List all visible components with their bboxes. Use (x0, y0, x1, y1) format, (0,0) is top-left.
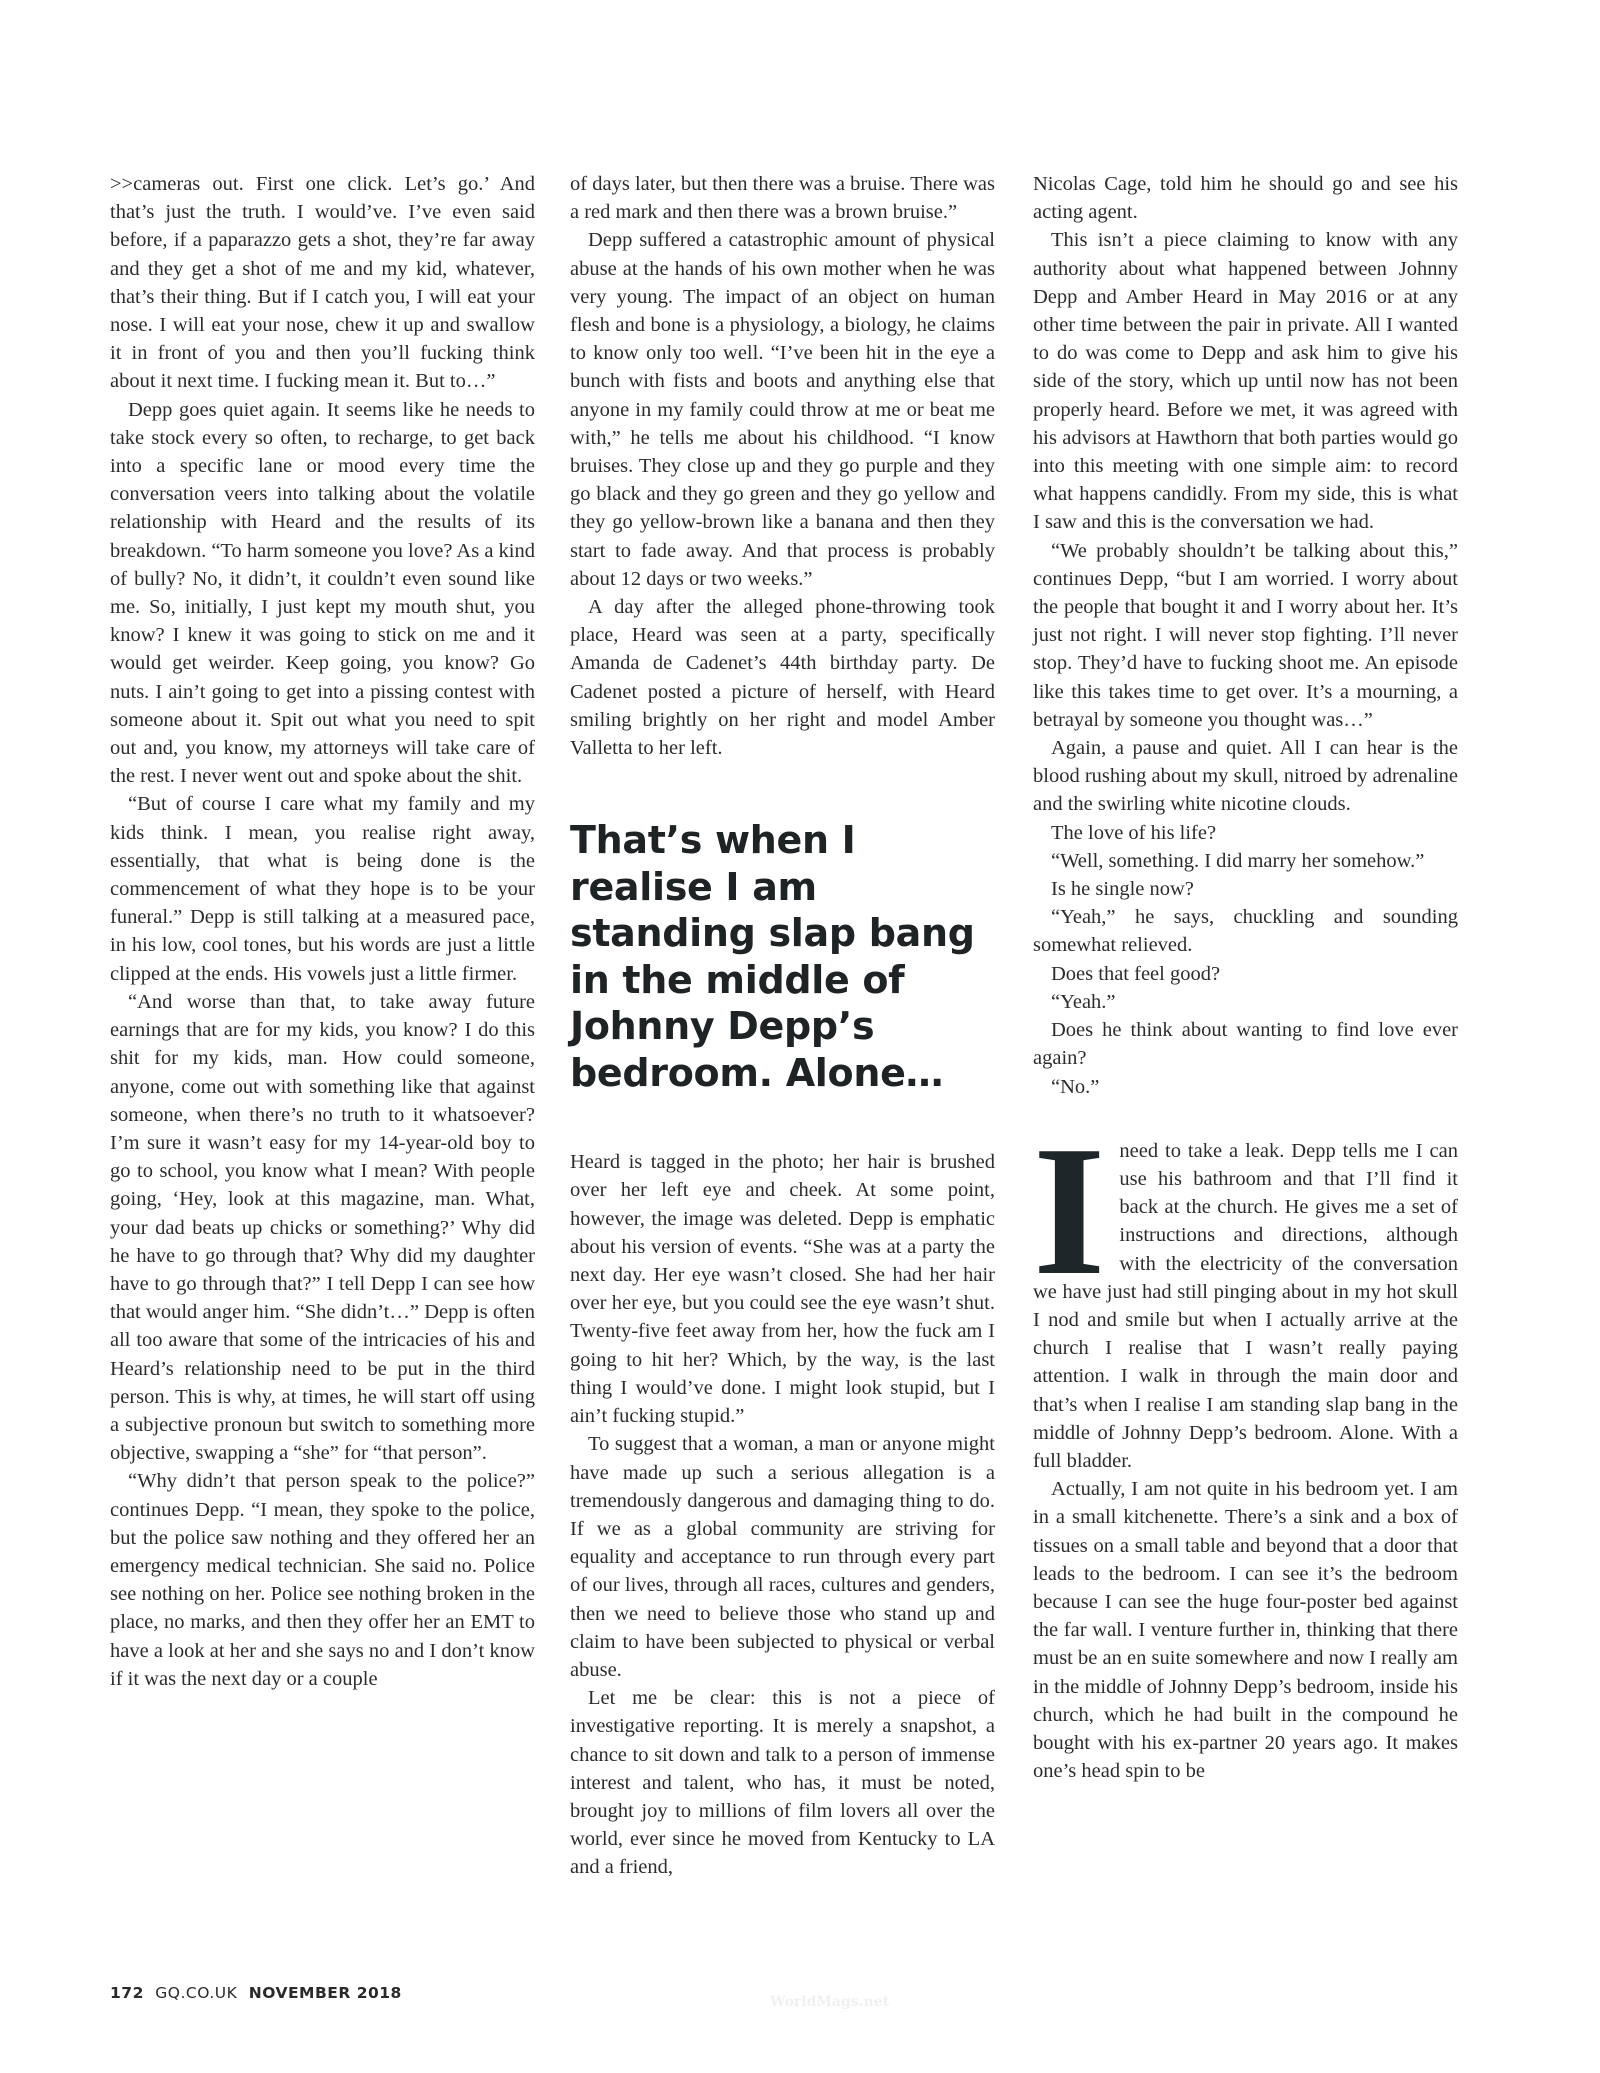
paragraph: “But of course I care what my family and my kids think. I mean, you realise right away, essentially, that what is being done is the commencement of what they hope is to be your funeral.” Depp is still talking at a measured pace, in his low, cool tones, but his words are just a little clipped at the ends. His vowels just a little firmer. (110, 793, 535, 985)
section-break (1033, 1101, 1458, 1137)
dropcap-paragraph (1033, 1137, 1458, 1475)
article-column-3 (1033, 170, 1458, 1785)
paragraph: “Why didn’t that person speak to the police?” continues Depp. “I mean, they spoke to the police, but the police saw nothing and they offered her an emergency medical technician. She said no. Police see nothing on her. Police see nothing broken in the place, no marks, and then they offer her an EMT to have a look at her and she says no and I don’t know if it was the next day or a couple (110, 1470, 535, 1690)
paragraph: Heard is tagged in the photo; her hair is brushed over her left eye and cheek. At some point, however, the image was deleted. Depp is emphatic about his version of events. “She was at a party the next day. Her eye wasn’t closed. She had her hair over her eye, but you could see the eye wasn’t shut. Twenty-five feet away from her, how the fuck am I going to hit her? Which, by the way, is the last thing I would’ve done. I might look stupid, but I ain’t fucking stupid.” (570, 1151, 995, 1428)
paragraph: This isn’t a piece claiming to know with any authority about what happened between Johnny Depp and Amber Heard in May 2016 or at any other time between the pair in private. All I wanted to do was come to Depp and ask him to give his side of the story, which up until now has not been properly heard. Before we met, it was agreed with his advisors at Hawthorn that both parties would go into this meeting with one simple aim: to record what happens candidly. From my side, this is what I saw and this is the conversation we had. (1033, 229, 1458, 534)
answer: “Well, something. I did marry her somehow.” (1051, 849, 1425, 872)
paragraph: A day after the alleged phone-throwing took place, Heard was seen at a party, specifically Amanda de Cadenet’s 44th birthday party. De Cadenet posted a picture of herself, with Heard smiling brightly on her right and model Amber Valletta to her left. (570, 596, 995, 760)
answer: “Yeah,” he says, chuckling and sounding somewhat relieved. (1033, 906, 1458, 957)
question: The love of his life? (1051, 821, 1217, 844)
paragraph: Depp suffered a catastrophic amount of physical abuse at the hands of his own mother when he was very young. The impact of an object on human flesh and bone is a physiology, a biology, he claims to know only too well. “I’ve been hit in the eye a bunch with fists and boots and anything else that anyone in my family could throw at me or beat me with,” he tells me about his childhood. “I know bruises. They close up and they go purple and they go black and they go green and they go yellow and they go yellow-brown like a banana and then they start to fade away. And that process is probably about 12 days or two weeks.” (570, 229, 995, 590)
paragraph: “And worse than that, to take away future earnings that are for my kids, you know? I do this shit for my kids, man. How could someone, anyone, come out with something like that against someone, when there’s no truth to it whatsoever? I’m sure it wasn’t easy for my 14-year-old boy to go to school, you know what I mean? With people going, ‘Hey, look at this magazine, man. What, your dad beats up chicks or something?’ Why did he have to go through that? Why did my daughter have to go through that?” I tell Depp I can see how that would anger him. “She didn’t…” Depp is often all too aware that some of the intricacies of his and Heard’s relationship need to be put in the third person. This is why, at times, he will start off using a subjective pronoun but switch to something more objective, swapping a “she” for “that person”. (110, 990, 535, 1465)
question: Does he think about wanting to find love ever again? (1033, 1019, 1458, 1070)
publication-site: GQ.CO.UK (155, 1984, 238, 2002)
drop-cap: I (1033, 1140, 1106, 1275)
question: Does that feel good? (1051, 962, 1221, 985)
answer: “Yeah.” (1051, 990, 1116, 1013)
article-column-2 (570, 170, 995, 1882)
page-footer (110, 1984, 402, 2002)
paragraph: Again, a pause and quiet. All I can hear is the blood rushing about my skull, nitroed by adrenaline and the swirling white nicotine clouds. (1033, 737, 1458, 816)
pull-quote: That’s when I realise I am standing slap bang in the middle of Johnny Depp’s bedroom. Alone… (570, 818, 975, 1095)
paragraph: To suggest that a woman, a man or anyone might have made up such a serious allegation is a tremendously dangerous and damaging thing to do. If we as a global community are striving for equality and acceptance to run through every part of our lives, through all races, cultures and genders, then we need to believe those who stand up and claim to have been subjected to physical or verbal abuse. (570, 1433, 995, 1681)
issue-date: NOVEMBER 2018 (248, 1984, 402, 2002)
dropcap-paragraph-text: need to take a leak. Depp tells me I can use his bathroom and that I’ll find it back at the church. He gives me a set of instructions and directions, although with the electricity of the conversation we have just had still pinging about in my hot skull I nod and smile but when I actually arrive at the church I realise that I wasn’t really paying attention. I walk in through the main door and that’s when I realise I am standing slap bang in the middle of Johnny Depp’s bedroom. Alone. With a full bladder. (1033, 1139, 1458, 1472)
article-column-1 (110, 170, 535, 1693)
question: Is he single now? (1051, 878, 1194, 901)
answer: “No.” (1051, 1075, 1100, 1098)
watermark: WorldMags.net (770, 1994, 890, 2010)
paragraph: Let me be clear: this is not a piece of investigative reporting. It is merely a snapshot, a chance to sit down and talk to a person of immense interest and talent, who has, it must be noted, brought joy to millions of film lovers all over the world, ever since he moved from Kentucky to LA and a friend, (570, 1687, 995, 1879)
paragraph: Actually, I am not quite in his bedroom yet. I am in a small kitchenette. There’s a sink and a box of tissues on a small table and beyond that a door that leads to the bedroom. I can see it’s the bedroom because I can see the huge four-poster bed against the far wall. I venture further in, thinking that there must be an en suite somewhere and now I really am in the middle of Johnny Depp’s bedroom, inside his church, which he had built in the compound he bought with his ex-partner 20 years ago. It makes one’s head spin to be (1033, 1478, 1458, 1783)
paragraph: “We probably shouldn’t be talking about this,” continues Depp, “but I am worried. I worry about the people that bought it and I worry about her. It’s just not right. I will never stop fighting. I’ll never stop. They’d have to fucking shoot me. An episode like this takes time to get over. It’s a mourning, a betrayal by someone you thought was…” (1033, 539, 1458, 731)
paragraph: Depp goes quiet again. It seems like he needs to take stock every so often, to recharge, to get back into a specific lane or mood every time the conversation veers into talking about the volatile relationship with Heard and the results of its breakdown. “To harm someone you love? As a kind of bully? No, it didn’t, it couldn’t even sound like me. So, initially, I just kept my mouth shut, you know? I knew it was going to stick on me and it would get weirder. Keep going, you know? Go nuts. I ain’t going to get into a pissing contest with someone about it. Spit out what you need to spit out and, you know, my attorneys will take care of the rest. I never went out and spoke about the shit. (110, 398, 535, 788)
paragraph: >>cameras out. First one click. Let’s go.’ And that’s just the truth. I would’ve. I’ve even said before, if a paparazzo gets a shot, they’re far away and they get a shot of me and my kid, whatever, that’s their thing. But if I catch you, I will eat your nose. I will eat your nose, chew it up and swallow it in front of you and then you’ll fucking think about it next time. I fucking mean it. But to…” (110, 173, 535, 393)
paragraph: Nicolas Cage, told him he should go and see his acting agent. (1033, 173, 1458, 224)
paragraph: of days later, but then there was a bruise. There was a red mark and then there was a brown bruise.” (570, 173, 995, 224)
page-number: 172 (110, 1984, 144, 2002)
